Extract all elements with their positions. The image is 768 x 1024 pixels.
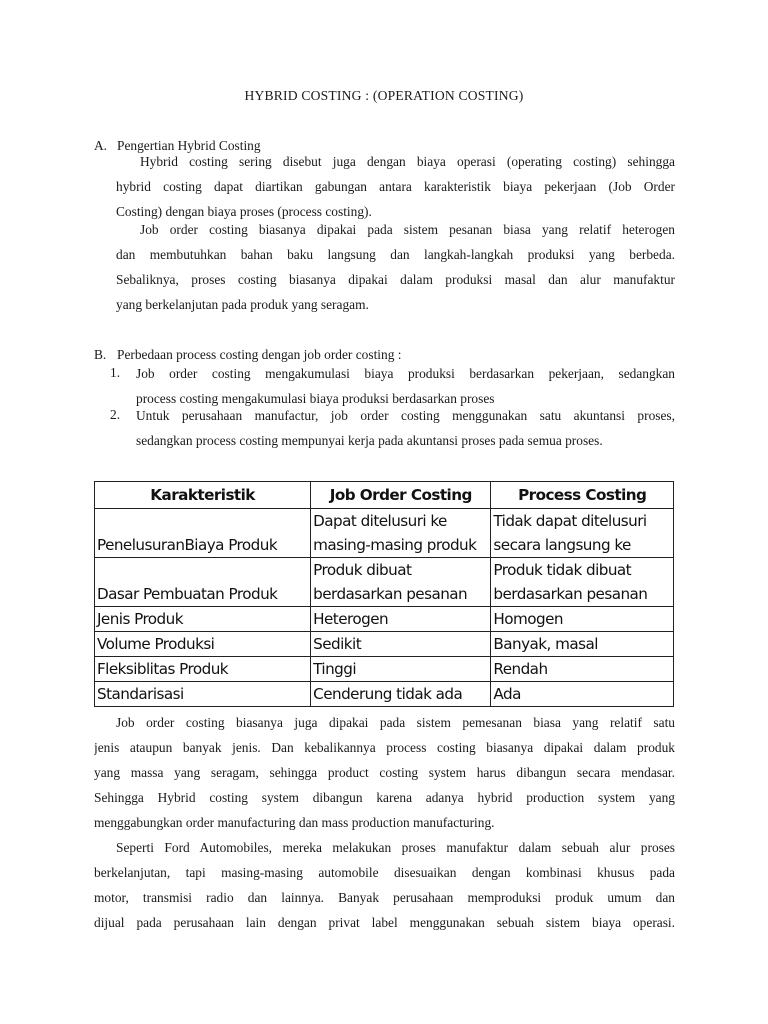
paragraph-line: Job order costing biasanya dipakai pada sistem pesanan biasa yang relatif heterogen [140, 222, 675, 237]
table-cell-text: berdasarkan pesanan [313, 585, 468, 603]
table-cell-text: Tinggi [313, 660, 356, 678]
comparison-table [94, 481, 674, 707]
paragraph-line: Seperti Ford Automobiles, mereka melakukan proses manufaktur dalam sebuah alur proses [116, 840, 675, 855]
list-item-text: sedangkan process costing mempunyai kerja pada akuntansi proses pada semua proses. [136, 433, 603, 448]
table-row [95, 657, 674, 682]
table-cell-text: Produk dibuat [313, 561, 412, 579]
table-cell [311, 657, 491, 682]
table-cell-text: Ada [493, 685, 521, 703]
list-item-text: process costing mengakumulasi biaya produksi berdasarkan proses [136, 391, 495, 406]
closing-paragraph-2 [94, 835, 675, 935]
table-cell [311, 632, 491, 657]
table-row [95, 509, 674, 558]
table-cell [491, 682, 674, 707]
table-cell-text: Volume Produksi [97, 635, 215, 653]
section-b-title: Perbedaan process costing dengan job order costing : [117, 347, 402, 362]
table-cell-text: Tidak dapat ditelusuri [493, 512, 647, 530]
table-cell-text: Sedikit [313, 635, 362, 653]
table-row-label [95, 657, 311, 682]
table-header-cell: Job Order Costing [311, 482, 491, 509]
table-cell [311, 607, 491, 632]
table-row-label [95, 632, 311, 657]
table-cell [311, 558, 491, 607]
section-b-marker: B. [94, 347, 107, 362]
closing-paragraph-1 [94, 710, 675, 835]
table-cell-text: Jenis Produk [97, 610, 183, 628]
table-cell-text: Produk tidak dibuat [493, 561, 632, 579]
paragraph-line: Sehingga Hybrid costing system dibangun karena adanya hybrid production system yang [94, 790, 675, 805]
list-item-number: 2. [110, 407, 121, 422]
paragraph-line: Job order costing biasanya juga dipakai pada sistem pemesanan biasa yang relatif satu [116, 715, 675, 730]
section-a-paragraph-2 [116, 217, 675, 317]
paragraph-line: dijual pada perusahaan lain dengan privat label menggunakan sebuah sistem biaya operasi. [94, 915, 675, 930]
section-a-paragraph-1 [116, 149, 675, 224]
paragraph-line: dan membutuhkan bahan baku langsung dan langkah-langkah produksi yang berbeda. [116, 247, 675, 262]
table-cell [491, 632, 674, 657]
table-row-label [95, 558, 311, 607]
table-header-cell: Process Costing [491, 482, 674, 509]
table-cell-text: Dasar Pembuatan Produk [97, 585, 278, 603]
document-title: HYBRID COSTING : (OPERATION COSTING) [244, 88, 524, 103]
paragraph-line: Costing) dengan biaya proses (process costing). [116, 204, 372, 219]
table-cell-text: berdasarkan pesanan [493, 585, 648, 603]
table-cell-text: Banyak, masal [493, 635, 598, 653]
table-cell-text: masing-masing produk [313, 536, 477, 554]
table-cell [311, 509, 491, 558]
paragraph-line: hybrid costing dapat diartikan gabungan antara karakteristik biaya pekerjaan (Job Order [116, 179, 675, 194]
list-item-text: Untuk perusahaan manufactur, job order costing menggunakan satu akuntansi proses, [136, 408, 675, 423]
paragraph-line: Sebaliknya, proses costing biasanya dipakai dalam produksi masal dan alur manufaktur [116, 272, 675, 287]
table-row [95, 607, 674, 632]
table-row [95, 632, 674, 657]
list-item-number: 1. [110, 365, 121, 380]
list-item-text: Job order costing mengakumulasi biaya produksi berdasarkan pekerjaan, sedangkan [136, 366, 675, 381]
table-row-label [95, 682, 311, 707]
table-cell-text: Homogen [493, 610, 563, 628]
table-cell [491, 509, 674, 558]
table-cell-text: Rendah [493, 660, 548, 678]
table-cell-text: Cenderung tidak ada [313, 685, 463, 703]
paragraph-line: yang berkelanjutan pada produk yang seragam. [116, 297, 369, 312]
paragraph-line: motor, transmisi radio dan lainnya. Banyak perusahaan memproduksi produk umum dan [94, 890, 675, 905]
table-cell-text: Standarisasi [97, 685, 184, 703]
paragraph-line: menggabungkan order manufacturing dan mass production manufacturing. [94, 815, 495, 830]
table-row-label [95, 509, 311, 558]
table-cell [311, 682, 491, 707]
table-cell-text: Heterogen [313, 610, 389, 628]
table-row [95, 558, 674, 607]
table-header-row [95, 482, 674, 509]
paragraph-line: yang massa yang seragam, sehingga product costing system harus dibangun secara mendasar. [94, 765, 675, 780]
table-cell [491, 558, 674, 607]
table-cell-text: Dapat ditelusuri ke [313, 512, 447, 530]
paragraph-line: jenis ataupun banyak jenis. Dan kebalikannya process costing biasanya dipakai dalam produk [94, 740, 675, 755]
table-header-cell: Karakteristik [95, 482, 311, 509]
paragraph-line: berkelanjutan, tapi masing-masing automobile disesuaikan dengan kombinasi khusus pada [94, 865, 675, 880]
table-row-label [95, 607, 311, 632]
section-a-marker: A. [94, 138, 108, 153]
section-a-title: Pengertian Hybrid Costing [117, 138, 261, 153]
table-cell-text: Fleksiblitas Produk [97, 660, 229, 678]
table-cell [491, 607, 674, 632]
table-cell [491, 657, 674, 682]
paragraph-line: Hybrid costing sering disebut juga dengan biaya operasi (operating costing) sehingga [140, 154, 675, 169]
table-cell-text: PenelusuranBiaya Produk [97, 536, 278, 554]
table-cell-text: secara langsung ke [493, 536, 631, 554]
table-row [95, 682, 674, 707]
